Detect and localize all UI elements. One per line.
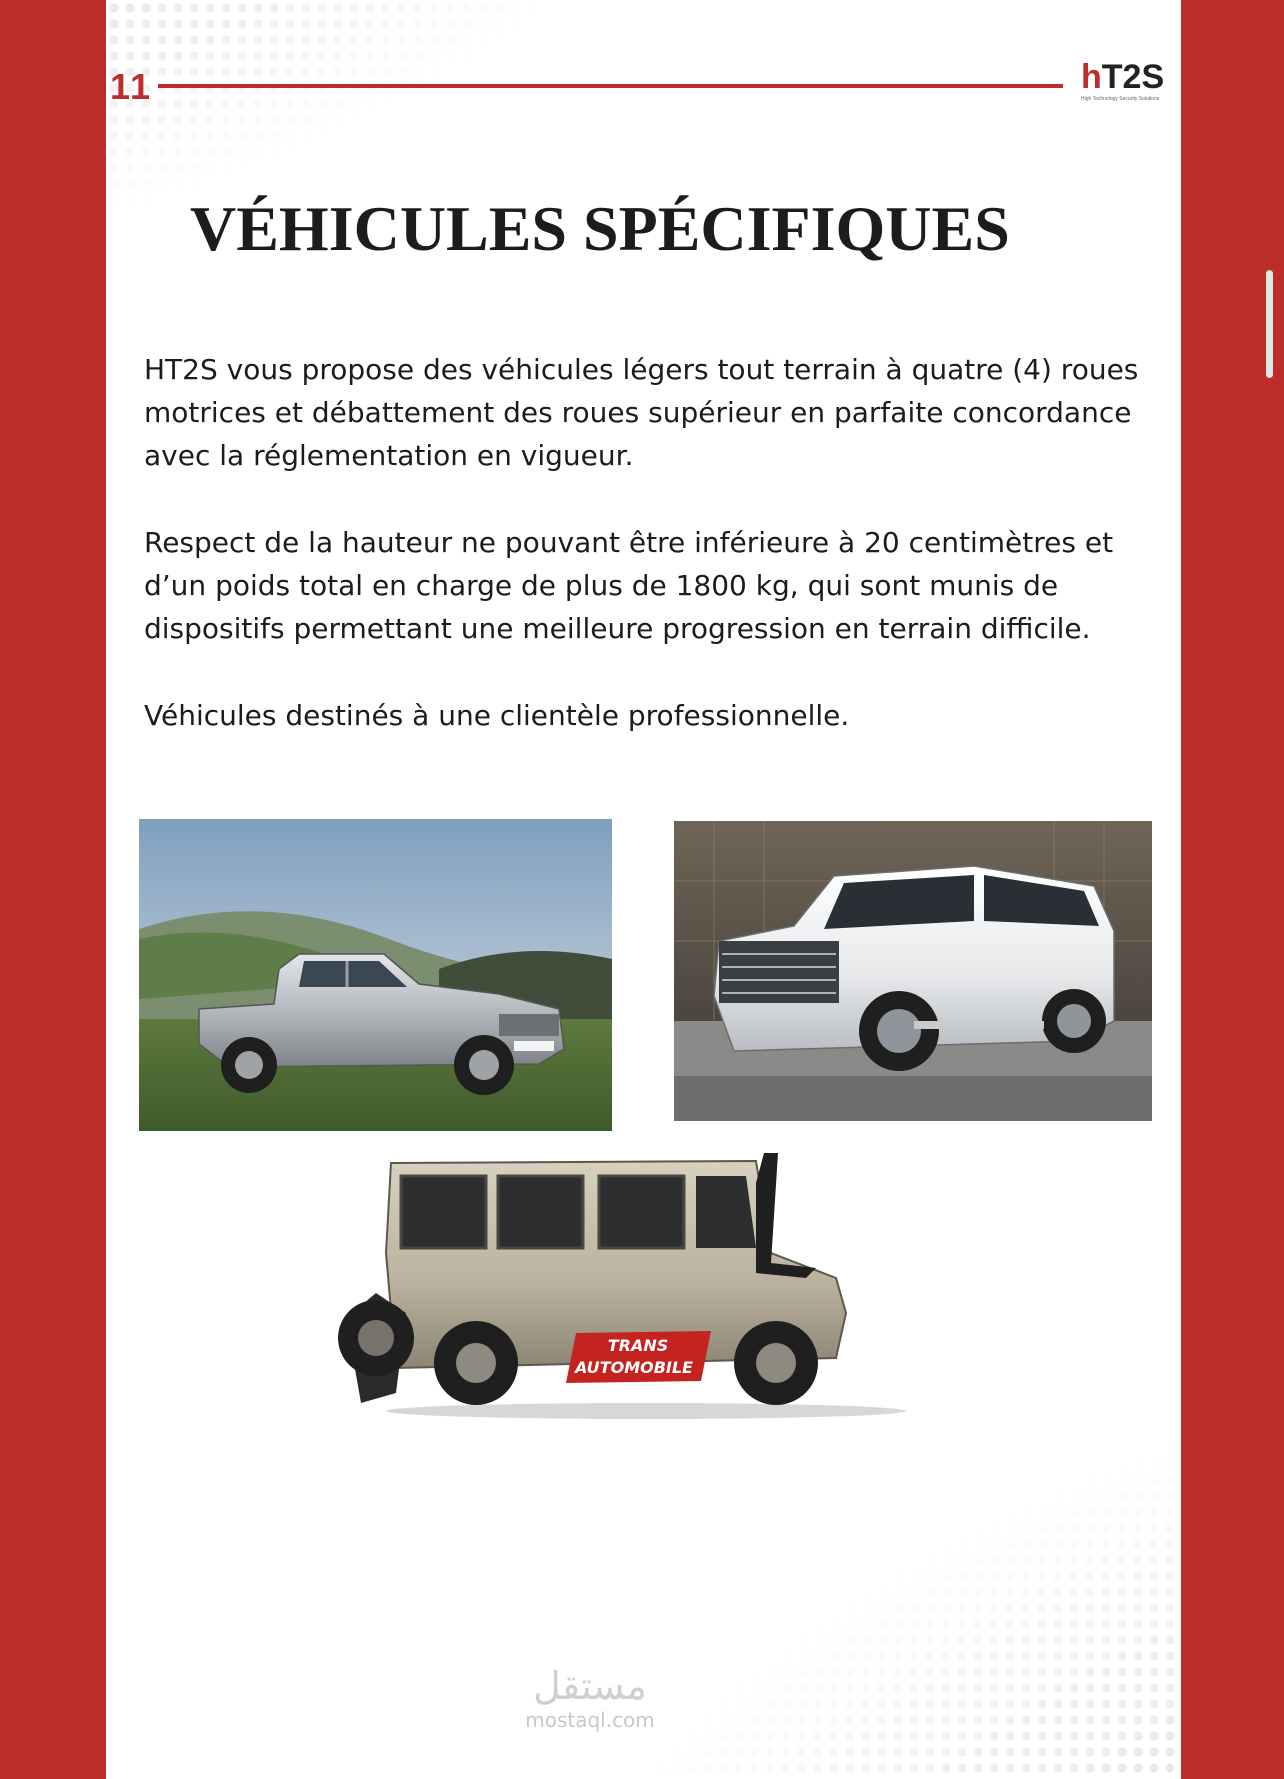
watermark: [500, 1664, 680, 1744]
page-title: VÉHICULES SPÉCIFIQUES: [190, 193, 1010, 264]
watermark-arabic: مستقل: [533, 1664, 647, 1708]
intro-paragraph: HT2S vous propose des véhicules légers tout terrain à quatre (4) roues motrices et débattement des roues supérieur en parfaite concordance avec la réglementation en vigueur.: [144, 353, 1139, 472]
svg-text:AUTOMOBILE: AUTOMOBILE: [575, 1358, 693, 1377]
ht2s-logo: hT2S High Technology Security Solutions: [1081, 60, 1171, 104]
logo-tagline: High Technology Security Solutions: [1081, 96, 1160, 102]
scrollbar-thumb[interactable]: [1266, 270, 1273, 378]
header-rule: [158, 84, 1063, 88]
requirements-paragraph: Respect de la hauteur ne pouvant être inférieure à 20 centimètres et d’un poids total en charge de plus de 1800 kg, qui sont munis de dispositifs permettant une meilleure progression en terrain difficile.: [144, 526, 1114, 645]
photo-pickup-hilux: [139, 819, 612, 1131]
right-red-band: [1181, 0, 1284, 1779]
brochure-page: [106, 0, 1181, 1779]
watermark-latin: mostaql.com: [525, 1708, 655, 1732]
photo-suv-landcruiser-70: [316, 1143, 936, 1433]
svg-text:TRANS: TRANS: [607, 1336, 669, 1355]
page-number: 11: [110, 66, 153, 107]
audience-paragraph: Véhicules destinés à une clientèle professionnelle.: [144, 699, 850, 732]
photo-suv-landcruiser: [674, 821, 1152, 1121]
left-red-band: [0, 0, 106, 1779]
